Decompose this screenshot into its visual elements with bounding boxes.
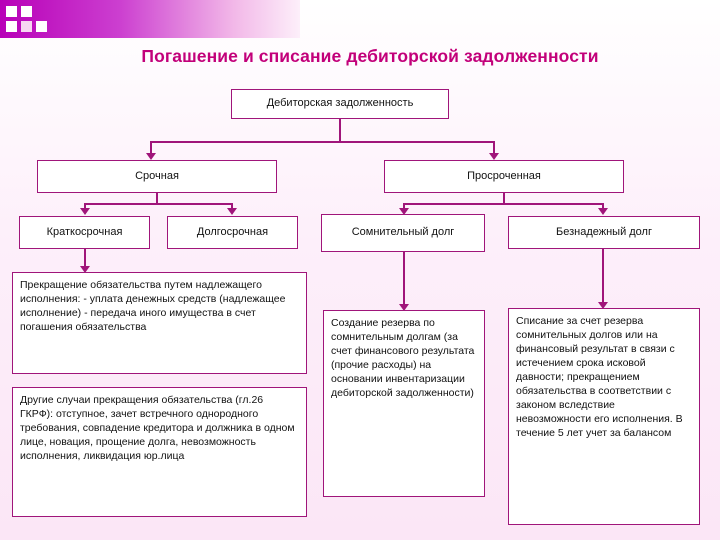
detail-urgent-other-cases: Другие случаи прекращения обязательства (гл.26 ГКРФ): отступное, зачет встречного однородного требования, совпадение кредитора и должника в одном лице, новация, прощение долга, невозможность исполнения, ликвидация юр.лица xyxy=(12,387,307,517)
detail-doubtful-reserve: Создание резерва по сомнительным долгам (за счет финансового результата (прочие расходы) на основании инвентаризации дебиторской задолженности) xyxy=(323,310,485,497)
node-bad-debt: Безнадежный долг xyxy=(508,216,700,249)
connector-root-stem xyxy=(339,119,341,141)
decorative-square xyxy=(21,21,32,32)
decorative-square xyxy=(6,6,17,17)
node-doubtful-debt: Сомнительный долг xyxy=(321,214,485,252)
connector-overdue-stem xyxy=(503,193,505,203)
decorative-square xyxy=(6,21,17,32)
arrow-down-icon xyxy=(489,153,499,160)
node-urgent: Срочная xyxy=(37,160,277,193)
slide-title: Погашение и списание дебиторской задолженности xyxy=(141,46,599,66)
arrow-down-icon xyxy=(598,208,608,215)
connector-urgent-stem xyxy=(156,193,158,203)
node-root: Дебиторская задолженность xyxy=(231,89,449,119)
node-long-term: Долгосрочная xyxy=(167,216,298,249)
detail-urgent-fulfilment: Прекращение обязательства путем надлежащего исполнения: - уплата денежных средств (надлежащее исполнение) - передача иного имущества в счет погашения обязательства xyxy=(12,272,307,374)
decorative-square xyxy=(36,21,47,32)
connector-doubtful-detail xyxy=(403,252,405,306)
node-overdue: Просроченная xyxy=(384,160,624,193)
decorative-square xyxy=(21,6,32,17)
decorative-squares xyxy=(0,0,300,46)
arrow-down-icon xyxy=(146,153,156,160)
connector-bad-detail xyxy=(602,249,604,304)
connector-level2-bus xyxy=(150,141,495,143)
connector-urgent-bus xyxy=(84,203,232,205)
node-short-term: Краткосрочная xyxy=(19,216,150,249)
arrow-down-icon xyxy=(80,208,90,215)
arrow-down-icon xyxy=(227,208,237,215)
decorative-bar xyxy=(0,0,300,38)
connector-overdue-bus xyxy=(403,203,603,205)
detail-bad-writeoff: Списание за счет резерва сомнительных долгов или на финансовый результат в связи с истечением срока исковой давности; прекращением обязательства в соответствии с законом вследствие невозможности его исполнения. В течение 5 лет учет за балансом xyxy=(508,308,700,525)
